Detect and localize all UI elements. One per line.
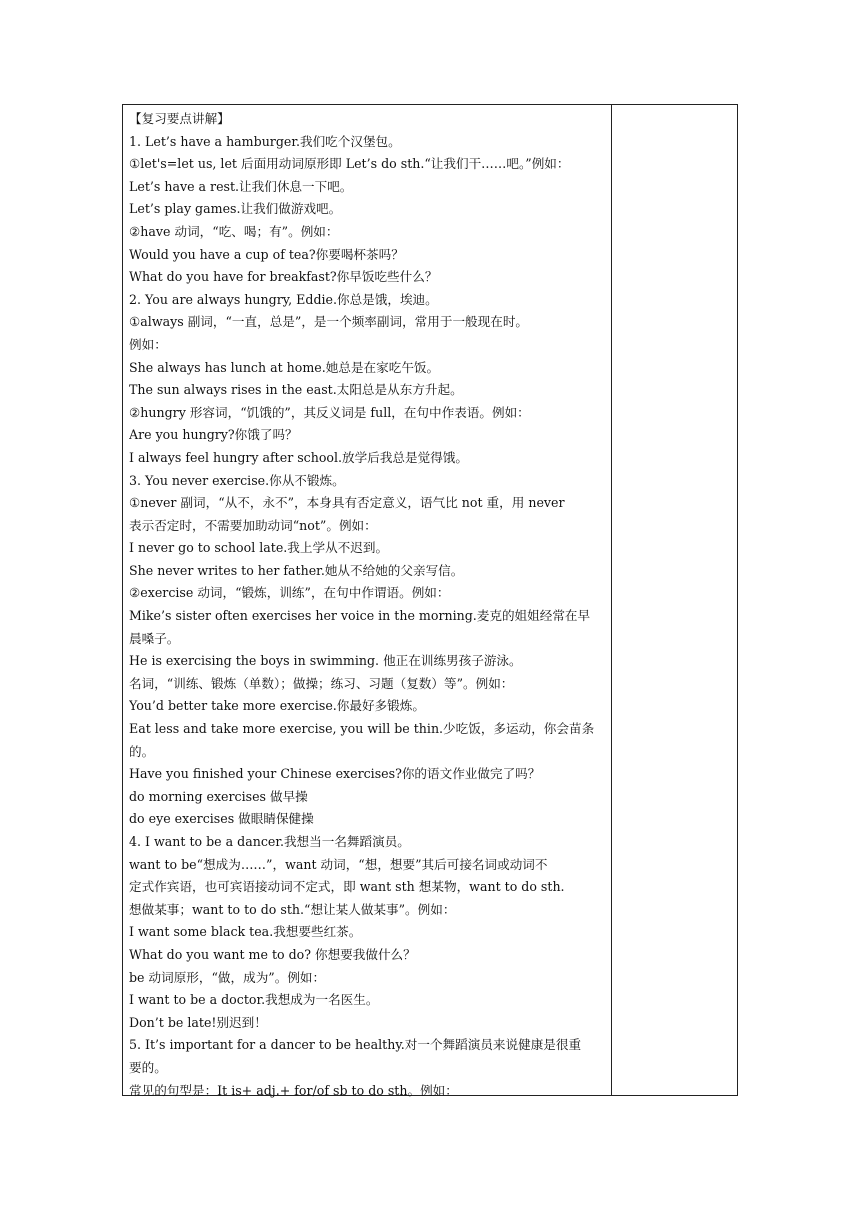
text-line: want to be“想成为……”，want 动词，“想，想要”其后可接名词或动词不 bbox=[129, 856, 548, 872]
text-line: Would you have a cup of tea?你要喝杯茶吗？ bbox=[129, 246, 404, 262]
text-line: Mike’s sister often exercises her voice in the morning.麦克的姐姐经常在早 bbox=[129, 608, 591, 624]
text-line: What do you have for breakfast?你早饭吃些什么？ bbox=[129, 269, 438, 285]
text-line: You’d better take more exercise.你最好多锻炼。 bbox=[129, 698, 425, 714]
text-line: She always has lunch at home.她总是在家吃午饭。 bbox=[129, 359, 440, 375]
text-line: Are you hungry?你饿了吗？ bbox=[129, 427, 298, 443]
text-line: Don’t be late!别迟到！ bbox=[129, 1014, 267, 1030]
text-line: She never writes to her father.她从不给她的父亲写信。 bbox=[129, 562, 464, 578]
text-line: ①never 副词，“从不，永不”，本身具有否定意义，语气比 not 重，用 never bbox=[129, 495, 565, 511]
text-line: He is exercising the boys in swimming. 他正在训练男孩子游泳。 bbox=[129, 653, 522, 669]
notes-cell bbox=[612, 105, 737, 1095]
text-line: I never go to school late.我上学从不迟到。 bbox=[129, 540, 389, 556]
text-line: ①let's=let us, let 后面用动词原形即 Let’s do sth.“让我们干……吧。”例如： bbox=[129, 156, 570, 172]
text-line: 3. You never exercise.你从不锻炼。 bbox=[129, 472, 345, 488]
text-line: 例如： bbox=[129, 336, 167, 352]
text-line: 的。 bbox=[129, 743, 155, 759]
text-line: 表示否定时，不需要加助动词“not”。例如： bbox=[129, 517, 377, 533]
content-cell bbox=[129, 108, 607, 1102]
text-line: ②exercise 动词，“锻炼，训练”，在句中作谓语。例如： bbox=[129, 585, 450, 601]
text-line: 定式作宾语，也可宾语接动词不定式，即 want sth 想某物，want to do sth. bbox=[129, 879, 565, 895]
text-line: be 动词原形，“做，成为”。例如： bbox=[129, 969, 326, 985]
text-line: ①always 副词，“一直，总是”，是一个频率副词，常用于一般现在时。 bbox=[129, 314, 529, 330]
text-line: 1. Let’s have a hamburger.我们吃个汉堡包。 bbox=[129, 133, 401, 149]
text-line: I want some black tea.我想要些红茶。 bbox=[129, 924, 362, 940]
text-line: 名词，“训练、锻炼（单数）；做操；练习、习题（复数）等”。例如： bbox=[129, 675, 514, 691]
text-line: Let’s have a rest.让我们休息一下吧。 bbox=[129, 178, 353, 194]
text-line: I always feel hungry after school.放学后我总是觉得饿。 bbox=[129, 449, 468, 465]
text-line: 要的。 bbox=[129, 1059, 167, 1075]
text-line: Eat less and take more exercise, you will be thin.少吃饭，多运动，你会苗条 bbox=[129, 721, 595, 737]
text-line: 2. You are always hungry, Eddie.你总是饿，埃迪。 bbox=[129, 291, 438, 307]
text-line: What do you want me to do? 你想要我做什么？ bbox=[129, 946, 416, 962]
text-line: do morning exercises 做早操 bbox=[129, 788, 308, 804]
text-line: 【复习要点讲解】 bbox=[129, 111, 230, 126]
text-line: 5. It’s important for a dancer to be healthy.对一个舞蹈演员来说健康是很重 bbox=[129, 1037, 582, 1053]
document-table bbox=[122, 104, 738, 1096]
text-line: I want to be a doctor.我想成为一名医生。 bbox=[129, 992, 379, 1008]
text-line: The sun always rises in the east.太阳总是从东方升起。 bbox=[129, 382, 463, 398]
text-line: 4. I want to be a dancer.我想当一名舞蹈演员。 bbox=[129, 834, 410, 849]
text-line: 晨嗓子。 bbox=[129, 630, 180, 646]
text-line: 常见的句型是：It is+ adj.+ for/of sb to do sth。例如： bbox=[129, 1082, 458, 1098]
text-line: Have you finished your Chinese exercises?你的语文作业做完了吗？ bbox=[129, 766, 541, 782]
text-line: ②hungry 形容词，“饥饿的”，其反义词是 full，在句中作表语。例如： bbox=[129, 404, 530, 420]
text-line: 想做某事；want to to do sth.“想让某人做某事”。例如： bbox=[129, 901, 456, 917]
text-line: do eye exercises 做眼睛保健操 bbox=[129, 811, 314, 827]
text-line: ②have 动词，“吃、喝；有”。例如： bbox=[129, 223, 339, 239]
text-line: Let’s play games.让我们做游戏吧。 bbox=[129, 201, 342, 217]
